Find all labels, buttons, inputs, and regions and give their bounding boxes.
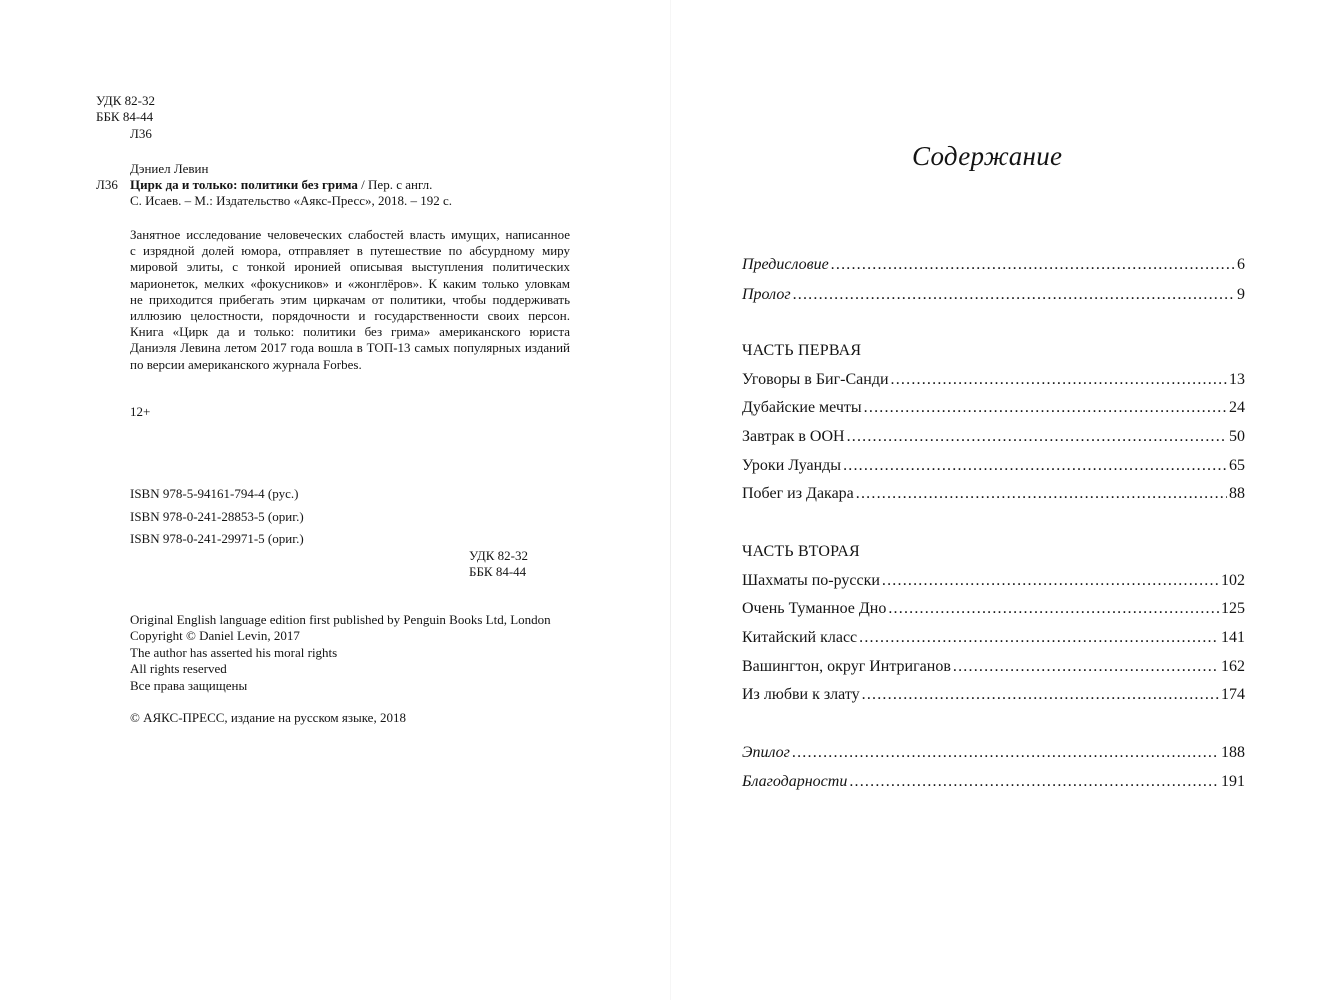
- leader-dots: [849, 772, 1219, 792]
- toc-entry[interactable]: [742, 599, 1245, 619]
- author-mark-2: Л36: [96, 177, 118, 192]
- toc-title: Содержание: [912, 141, 1063, 171]
- leader-dots: [953, 657, 1219, 677]
- leader-dots: [856, 484, 1227, 504]
- isbn-original-1: ISBN 978-0-241-28853-5 (ориг.): [130, 509, 304, 524]
- toc-entry[interactable]: [742, 427, 1245, 447]
- toc-entry[interactable]: [742, 571, 1245, 591]
- toc-entry-label: Уговоры в Биг-Санди: [742, 371, 889, 388]
- bibliographic-title: [130, 177, 432, 193]
- toc-entry[interactable]: [742, 657, 1245, 677]
- toc-entry[interactable]: [742, 484, 1245, 504]
- isbn-ru: ISBN 978-5-94161-794-4 (рус.): [130, 486, 299, 501]
- toc-entry[interactable]: [742, 370, 1245, 390]
- toc-entry-page: 174: [1221, 686, 1245, 703]
- annotation-line: не приходится прибегать этим циркачам от политики, чтобы поддерживать: [130, 291, 570, 307]
- toc-entry-page: 141: [1221, 629, 1245, 646]
- bbk-code: ББК 84-44: [96, 109, 154, 124]
- rights-line: The author has asserted his moral rights: [130, 645, 338, 660]
- toc-entry[interactable]: [742, 772, 1245, 792]
- annotation-line: Книга «Цирк да и только: политики без грима» американского юриста: [130, 324, 570, 340]
- leader-dots: [864, 398, 1227, 418]
- toc-entry-label: Шахматы по-русски: [742, 572, 880, 589]
- rights-line: Original English language edition first published by Penguin Books Ltd, London: [130, 612, 551, 627]
- toc-entry-label: Предисловие: [742, 256, 829, 273]
- toc-entry-label: Завтрак в ООН: [742, 428, 845, 445]
- toc-entry[interactable]: [742, 456, 1245, 476]
- toc-entry-page: 188: [1221, 744, 1245, 761]
- toc-entry-label: Из любви к злату: [742, 686, 860, 703]
- annotation: [130, 227, 570, 373]
- toc-entry-label: Пролог: [742, 286, 791, 303]
- rights-line: Copyright © Daniel Levin, 2017: [130, 628, 300, 643]
- udk-code-2: УДК 82-32: [469, 548, 529, 563]
- leader-dots: [831, 255, 1235, 275]
- toc-entry-page: 50: [1229, 428, 1245, 445]
- translation-note: / Пер. с англ.: [357, 177, 433, 192]
- leader-dots: [891, 370, 1227, 390]
- toc-entry[interactable]: [742, 685, 1245, 705]
- isbn-original-2: ISBN 978-0-241-29971-5 (ориг.): [130, 531, 304, 546]
- imprint-page: [0, 0, 670, 1000]
- leader-dots: [862, 685, 1219, 705]
- author-mark: Л36: [130, 126, 152, 141]
- annotation-line: иллюзию целостности, порядочности и государственности своих персон.: [130, 307, 570, 323]
- toc-entry-page: 102: [1221, 572, 1245, 589]
- udk-code: УДК 82-32: [96, 93, 156, 108]
- leader-dots: [859, 628, 1219, 648]
- toc-entry-page: 162: [1221, 658, 1245, 675]
- rights-line: Все права защищены: [130, 678, 248, 693]
- leader-dots: [882, 571, 1219, 591]
- toc-entry[interactable]: [742, 628, 1245, 648]
- part-one-heading: ЧАСТЬ ПЕРВАЯ: [742, 342, 862, 359]
- leader-dots: [793, 285, 1235, 305]
- toc-entry-page: 88: [1229, 485, 1245, 502]
- toc-entry-label: Уроки Луанды: [742, 457, 842, 474]
- toc-entry-page: 13: [1229, 371, 1245, 388]
- annotation-line: с изрядной долей юмора, отправляет в путешествие по абсурдному миру: [130, 243, 570, 259]
- annotation-line: по версии американского журнала Forbes.: [130, 356, 362, 372]
- toc-entry-page: 24: [1229, 399, 1245, 416]
- toc-entry-label: Побег из Дакара: [742, 485, 854, 502]
- russian-copyright: © АЯКС-ПРЕСС, издание на русском языке, 2018: [130, 710, 406, 725]
- toc-entry-label: Благодарности: [742, 773, 848, 790]
- annotation-line: мировой элиты, с тонкой иронией описывая выступления политических: [130, 259, 570, 275]
- toc-entry[interactable]: [742, 398, 1245, 418]
- book-title: Цирк да и только: политики без грима: [130, 177, 358, 192]
- toc-entry-label: Вашингтон, округ Интриганов: [742, 658, 951, 675]
- toc-entry[interactable]: [742, 743, 1245, 763]
- bbk-code-2: ББК 84-44: [469, 564, 527, 579]
- toc-entry-label: Эпилог: [742, 744, 790, 761]
- toc-entry-page: 6: [1237, 256, 1245, 273]
- toc-entry-page: 65: [1229, 457, 1245, 474]
- rights-line: All rights reserved: [130, 661, 227, 676]
- imprint-line: С. Исаев. – М.: Издательство «Аякс-Пресс», 2018. – 192 с.: [130, 193, 453, 208]
- toc-entry-label: Очень Туманное Дно: [742, 600, 887, 617]
- leader-dots: [847, 427, 1227, 447]
- author-name: Дэниел Левин: [130, 161, 209, 176]
- annotation-line: Занятное исследование человеческих слабостей власть имущих, написанное: [130, 227, 570, 242]
- annotation-line: марионеток, мелких «фокусников» и «жонглёров». К каким только уловкам: [130, 275, 570, 291]
- leader-dots: [843, 456, 1227, 476]
- toc-entry-page: 125: [1221, 600, 1245, 617]
- annotation-line: Даниэля Левина летом 2017 года вошла в ТОП-13 самых популярных изданий: [130, 340, 570, 356]
- toc-entry[interactable]: [742, 255, 1245, 275]
- toc-entry-label: Дубайские мечты: [742, 399, 862, 416]
- toc-entry-label: Китайский класс: [742, 629, 858, 646]
- toc-entry[interactable]: [742, 285, 1245, 305]
- part-two-heading: ЧАСТЬ ВТОРАЯ: [742, 543, 860, 560]
- leader-dots: [792, 743, 1219, 763]
- leader-dots: [888, 599, 1219, 619]
- page-fold: [670, 0, 671, 1000]
- age-rating: 12+: [130, 404, 151, 419]
- toc-entry-page: 9: [1237, 286, 1245, 303]
- toc-entry-page: 191: [1221, 773, 1245, 790]
